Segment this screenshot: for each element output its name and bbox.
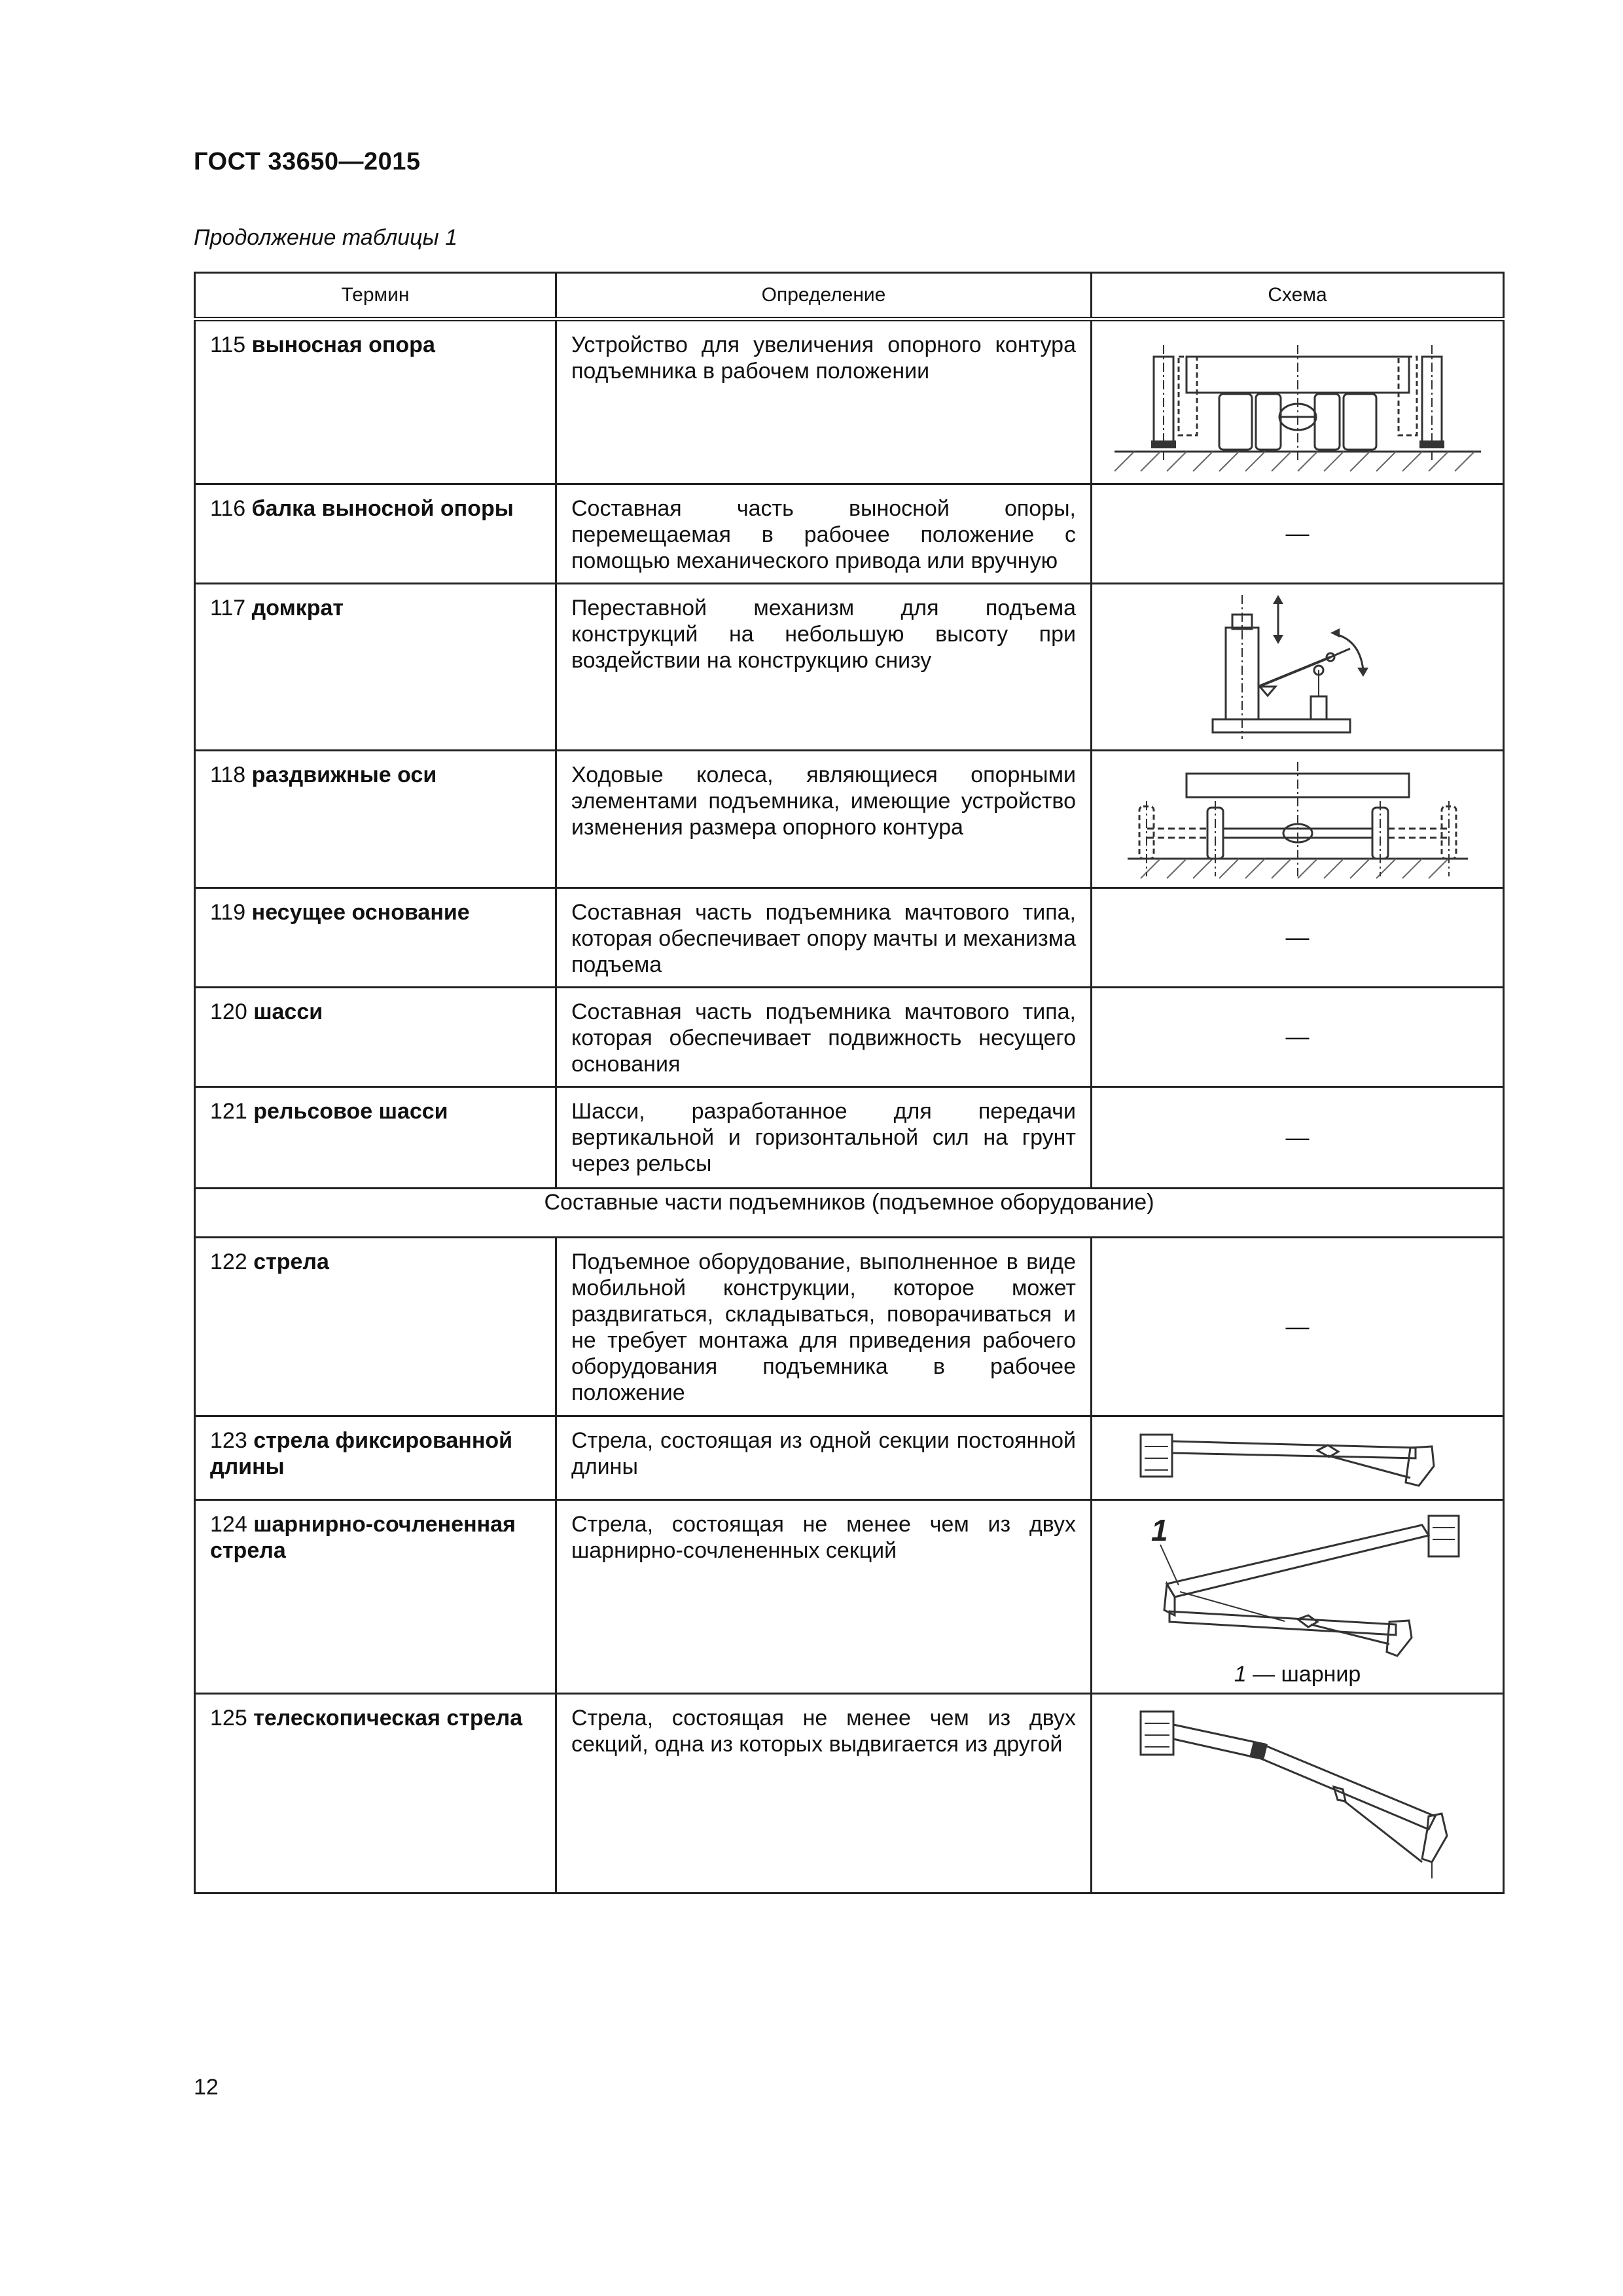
column-header-definition: Определение bbox=[556, 273, 1092, 319]
scheme-dash: — bbox=[1285, 1312, 1310, 1340]
term-name: шарнирно-сочлененная стрела bbox=[210, 1512, 516, 1563]
table-row bbox=[195, 988, 1504, 1087]
term-number: 123 bbox=[210, 1428, 247, 1453]
term-number: 118 bbox=[210, 762, 246, 787]
joint-marker: 1 bbox=[1150, 1513, 1168, 1547]
definition-cell: Составная часть подъемника мачтового типа, которая обеспечивает опору мачты и механизма подъема bbox=[556, 888, 1092, 988]
term-cell bbox=[195, 1238, 556, 1416]
articulated-boom-diagram bbox=[1101, 1507, 1494, 1657]
term-name: домкрат bbox=[251, 596, 344, 620]
term-cell bbox=[195, 319, 556, 484]
term-number: 116 bbox=[210, 496, 246, 521]
term-number: 115 bbox=[210, 332, 246, 357]
page-number: 12 bbox=[194, 2075, 219, 2100]
scheme-legend bbox=[1095, 1661, 1500, 1687]
scheme-cell bbox=[1092, 319, 1504, 484]
term-name: шасси bbox=[253, 999, 323, 1024]
scheme-cell bbox=[1092, 1087, 1504, 1189]
telescopic-boom-diagram bbox=[1101, 1698, 1494, 1888]
section-title: Составные части подъемников (подъемное оборудование) bbox=[195, 1189, 1504, 1238]
legend-number: 1 bbox=[1234, 1661, 1247, 1687]
scheme-cell bbox=[1092, 888, 1504, 988]
column-header-term: Термин bbox=[195, 273, 556, 319]
table-header-row bbox=[195, 273, 1504, 319]
scheme-dash: — bbox=[1285, 520, 1310, 547]
term-cell bbox=[195, 1416, 556, 1500]
definition-cell: Стрела, состоящая не менее чем из двух шарнирно-сочлененных секций bbox=[556, 1500, 1092, 1694]
term-number: 122 bbox=[210, 1249, 247, 1274]
table-row bbox=[195, 1416, 1504, 1500]
terms-table bbox=[194, 272, 1505, 1894]
definition-cell: Подъемное оборудование, выполненное в виде мобильной конструкции, которое может раздвигаться, складываться, поворачиваться и не требует монтажа для приведения рабочего оборудования подъемника в рабочее положение bbox=[556, 1238, 1092, 1416]
table-row bbox=[195, 319, 1504, 484]
scheme-cell bbox=[1092, 1500, 1504, 1694]
section-row bbox=[195, 1189, 1504, 1238]
scheme-cell bbox=[1092, 988, 1504, 1087]
term-name: телескопическая стрела bbox=[253, 1706, 523, 1731]
definition-cell: Составная часть выносной опоры, перемещаемая в рабочее положение с помощью механического привода или вручную bbox=[556, 484, 1092, 584]
term-cell bbox=[195, 1087, 556, 1189]
term-name: раздвижные оси bbox=[251, 762, 437, 787]
term-cell bbox=[195, 1500, 556, 1694]
scheme-dash: — bbox=[1285, 1023, 1310, 1050]
scheme-dash: — bbox=[1285, 924, 1310, 950]
term-cell bbox=[195, 988, 556, 1087]
term-cell bbox=[195, 584, 556, 751]
scheme-cell bbox=[1092, 751, 1504, 888]
term-number: 121 bbox=[210, 1099, 247, 1124]
term-number: 120 bbox=[210, 999, 247, 1024]
term-number: 125 bbox=[210, 1706, 247, 1731]
scheme-cell bbox=[1092, 1416, 1504, 1500]
table-row bbox=[195, 484, 1504, 584]
extendable-axles-diagram bbox=[1101, 755, 1494, 883]
scheme-dash: — bbox=[1285, 1123, 1310, 1151]
definition-cell: Устройство для увеличения опорного контура подъемника в рабочем положении bbox=[556, 319, 1092, 484]
term-number: 117 bbox=[210, 596, 246, 620]
table-row bbox=[195, 1694, 1504, 1893]
table-caption: Продолжение таблицы 1 bbox=[194, 225, 457, 250]
term-name: стрела bbox=[253, 1249, 329, 1274]
table-row bbox=[195, 1087, 1504, 1189]
definition-cell: Ходовые колеса, являющиеся опорными элементами подъемника, имеющие устройство изменения размера опорного контура bbox=[556, 751, 1092, 888]
jack-diagram bbox=[1186, 588, 1409, 745]
fixed-boom-diagram bbox=[1101, 1420, 1494, 1496]
outrigger-diagram bbox=[1101, 332, 1494, 473]
definition-cell: Переставной механизм для подъема конструкций на небольшую высоту при воздействии на конструкцию снизу bbox=[556, 584, 1092, 751]
table-row bbox=[195, 751, 1504, 888]
scheme-cell bbox=[1092, 1238, 1504, 1416]
scheme-cell bbox=[1092, 1694, 1504, 1893]
definition-cell: Стрела, состоящая из одной секции постоянной длины bbox=[556, 1416, 1092, 1500]
term-name: стрела фиксированной длины bbox=[210, 1428, 513, 1479]
term-number: 119 bbox=[210, 900, 246, 925]
legend-text: — шарнир bbox=[1246, 1661, 1361, 1687]
definition-cell: Шасси, разработанное для передачи вертикальной и горизонтальной сил на грунт через рельсы bbox=[556, 1087, 1092, 1189]
term-cell bbox=[195, 1694, 556, 1893]
document-code: ГОСТ 33650—2015 bbox=[194, 148, 421, 175]
definition-cell: Составная часть подъемника мачтового типа, которая обеспечивает подвижность несущего основания bbox=[556, 988, 1092, 1087]
term-cell bbox=[195, 751, 556, 888]
term-cell bbox=[195, 484, 556, 584]
definition-cell: Стрела, состоящая не менее чем из двух секций, одна из которых выдвигается из другой bbox=[556, 1694, 1092, 1893]
column-header-scheme: Схема bbox=[1092, 273, 1504, 319]
table-row bbox=[195, 1500, 1504, 1694]
scheme-cell bbox=[1092, 584, 1504, 751]
term-name: рельсовое шасси bbox=[253, 1099, 448, 1124]
term-name: несущее основание bbox=[251, 900, 470, 925]
table-row bbox=[195, 584, 1504, 751]
term-number: 124 bbox=[210, 1512, 247, 1537]
term-name: выносная опора bbox=[251, 332, 435, 357]
term-name: балка выносной опоры bbox=[251, 496, 514, 521]
table-row bbox=[195, 888, 1504, 988]
table-row bbox=[195, 1238, 1504, 1416]
scheme-cell bbox=[1092, 484, 1504, 584]
term-cell bbox=[195, 888, 556, 988]
